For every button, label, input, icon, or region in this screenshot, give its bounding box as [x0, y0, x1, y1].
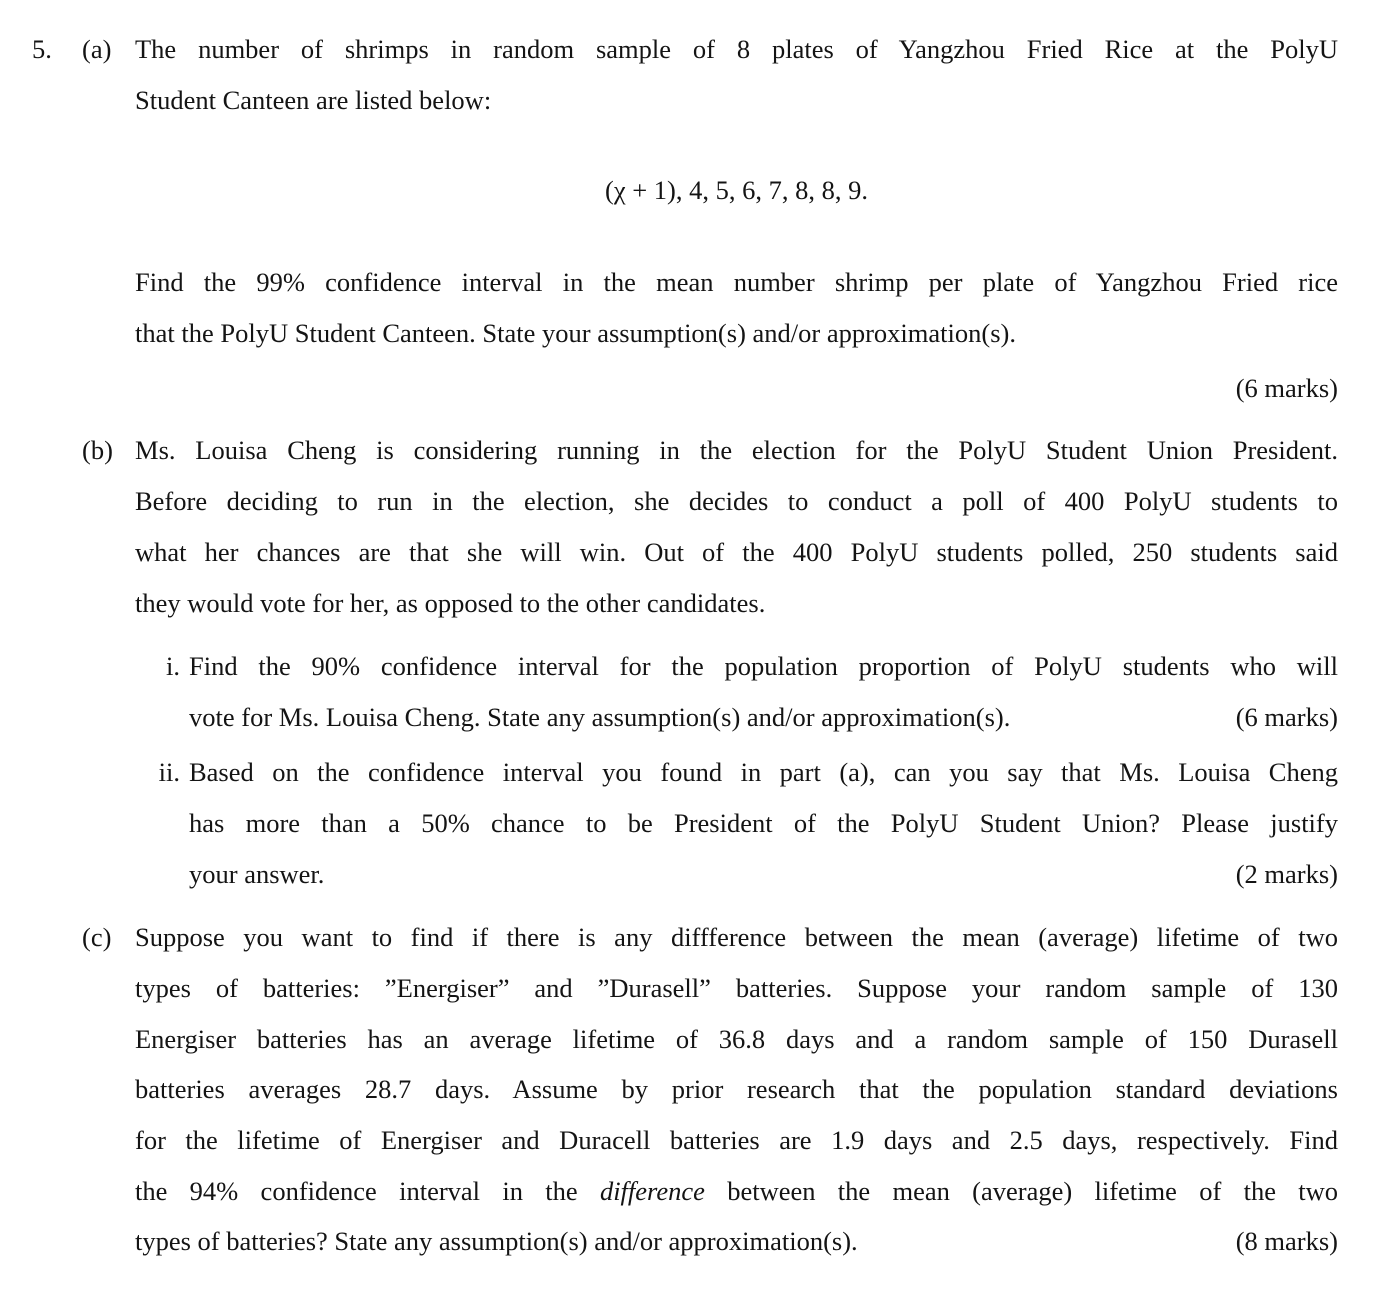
part-a-line-3: Find the 99% confidence interval in the mean number shrimp per plate of Yangzhou Fried rice [135, 267, 1338, 297]
part-a-line-1: The number of shrimps in random sample of 8 plates of Yangzhou Fried Rice at the PolyU [135, 34, 1338, 64]
part-b-line-3: what her chances are that she will win. Out of the 400 PolyU students polled, 250 students said [135, 537, 1338, 567]
part-a-line-2: Student Canteen are listed below: [135, 85, 492, 115]
part-b-i-line-2-row [189, 704, 1338, 731]
part-b-i-line-1: Find the 90% confidence interval for the population proportion of PolyU students who will [189, 651, 1338, 681]
part-b-i-marks: (6 marks) [1235, 702, 1338, 732]
part-c-marks: (8 marks) [1235, 1226, 1338, 1256]
part-a-line-4: that the PolyU Student Canteen. State your assumption(s) and/or approximation(s). [135, 318, 1016, 348]
part-c-line-6-emphasis: difference [599, 1176, 705, 1206]
part-b-ii-line-2: has more than a 50% chance to be President of the PolyU Student Union? Please justify [189, 808, 1338, 838]
part-c-line-7-row [135, 1228, 1338, 1255]
part-b-line-2: Before deciding to run in the election, she decides to conduct a poll of 400 PolyU students to [135, 486, 1338, 516]
question-number: 5. [32, 34, 52, 64]
part-b-ii-line-1: Based on the confidence interval you found in part (a), can you say that Ms. Louisa Cheng [189, 757, 1338, 787]
part-b-ii-marks: (2 marks) [1235, 859, 1338, 889]
part-c-line-5: for the lifetime of Energiser and Duracell batteries are 1.9 days and 2.5 days, respectively. Find [135, 1125, 1338, 1155]
part-c-line-1: Suppose you want to find if there is any diffference between the mean (average) lifetime of two [135, 922, 1338, 952]
part-c-label: (c) [82, 922, 112, 952]
part-c-line-7: types of batteries? State any assumption(s) and/or approximation(s). [135, 1226, 858, 1256]
part-a-marks: (6 marks) [1235, 373, 1338, 403]
part-c-line-6 [135, 1178, 1338, 1205]
part-b-label: (b) [82, 435, 113, 465]
part-c-line-4: batteries averages 28.7 days. Assume by prior research that the population standard deviations [135, 1074, 1338, 1104]
part-b-line-1: Ms. Louisa Cheng is considering running in the election for the PolyU Student Union President. [135, 435, 1338, 465]
part-a-label: (a) [82, 34, 112, 64]
part-a-data-values: (χ + 1), 4, 5, 6, 7, 8, 8, 9. [605, 175, 868, 205]
part-b-ii-line-3: your answer. [189, 859, 325, 889]
part-b-i-line-2: vote for Ms. Louisa Cheng. State any assumption(s) and/or approximation(s). [189, 702, 1011, 732]
part-b-line-4: they would vote for her, as opposed to the other candidates. [135, 588, 766, 618]
part-b-ii-line-3-row [189, 861, 1338, 888]
part-c-line-6-post: between the mean (average) lifetime of the two [727, 1176, 1339, 1206]
part-c-line-6-pre: the 94% confidence interval in the [135, 1176, 578, 1206]
part-b-ii-label: ii. [158, 757, 180, 787]
part-c-line-3: Energiser batteries has an average lifetime of 36.8 days and a random sample of 150 Durasell [135, 1024, 1338, 1054]
part-c-line-2: types of batteries: ”Energiser” and ”Durasell” batteries. Suppose your random sample of 130 [135, 973, 1338, 1003]
part-b-i-label: i. [166, 651, 180, 681]
